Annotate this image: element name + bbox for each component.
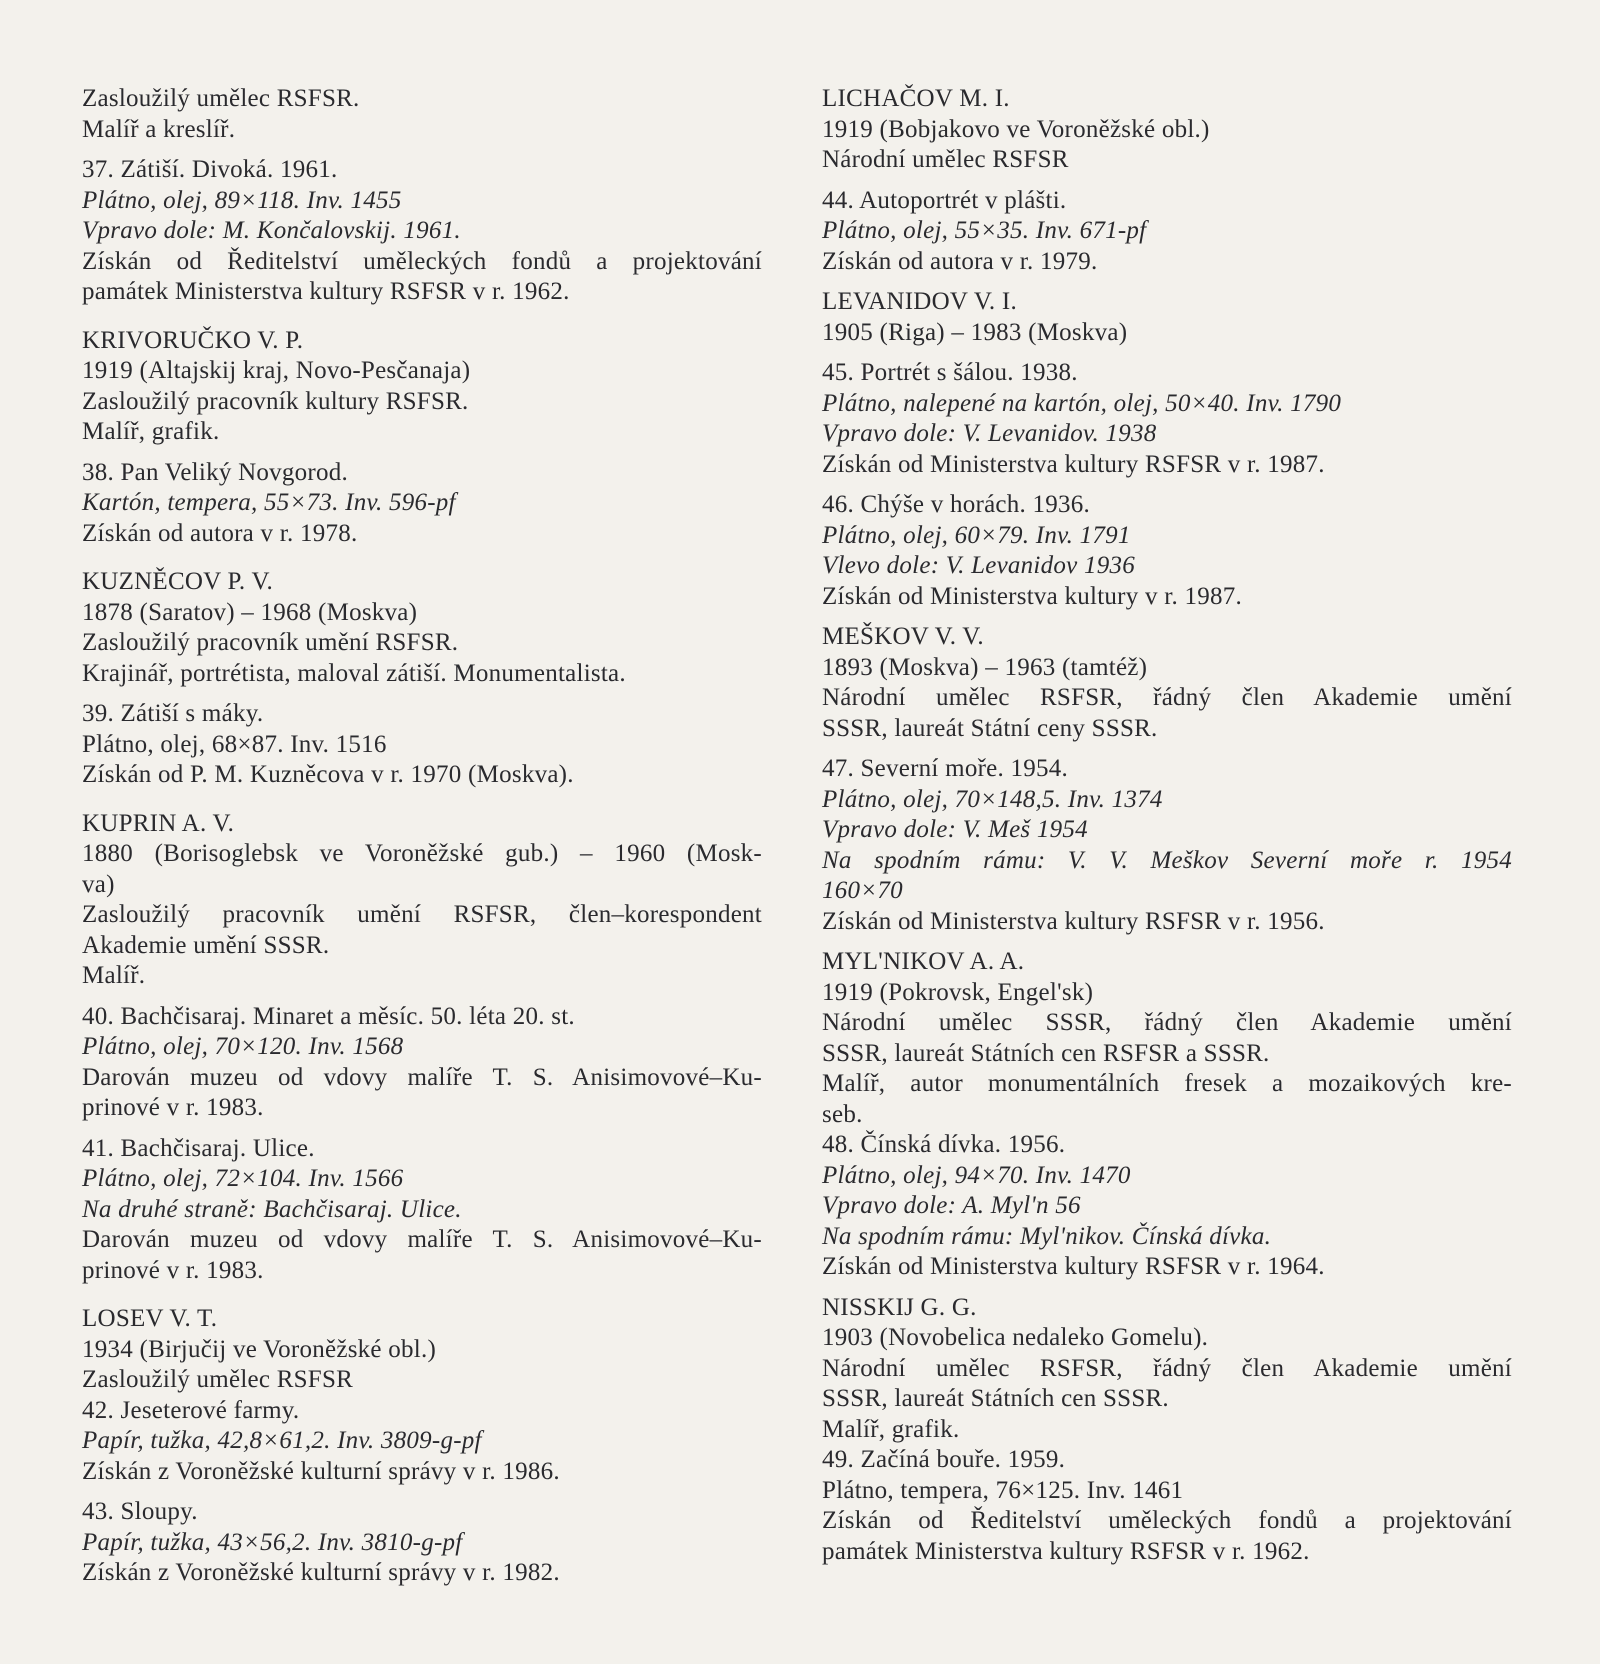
catalog-line: 38. Pan Veliký Novgorod. bbox=[82, 458, 348, 486]
catalog-line: 1919 (Bobjakovo ve Voroněžské obl.) bbox=[822, 115, 1210, 143]
catalog-line: Zasloužilý umělec RSFSR bbox=[82, 1366, 354, 1393]
catalog-line: Zasloužilý pracovník umění RSFSR, člen–korespondent bbox=[82, 901, 762, 928]
catalog-line: LEVANIDOV V. I. bbox=[822, 288, 1017, 315]
catalog-line: 1893 (Moskva) – 1963 (tamtéž) bbox=[822, 653, 1148, 681]
catalog-line: Papír, tužka, 43×56,2. Inv. 3810-g-pf bbox=[82, 1528, 463, 1556]
catalog-line: 1878 (Saratov) – 1968 (Moskva) bbox=[82, 598, 418, 626]
catalog-line: KUPRIN A. V. bbox=[82, 809, 235, 837]
catalog-line: Plátno, tempera, 76×125. Inv. 1461 bbox=[822, 1476, 1184, 1504]
catalog-line: 40. Bachčisaraj. Minaret a měsíc. 50. léta 20. st. bbox=[82, 1002, 575, 1030]
catalog-line: Na druhé straně: Bachčisaraj. Ulice. bbox=[82, 1195, 462, 1223]
catalog-line: 1934 (Birjučij ve Voroněžské obl.) bbox=[82, 1335, 437, 1363]
catalog-line: Zasloužilý pracovník kultury RSFSR. bbox=[82, 387, 469, 415]
left-column bbox=[82, 84, 762, 1589]
catalog-line: 42. Jeseterové farmy. bbox=[82, 1396, 300, 1424]
catalog-line: Akademie umění SSSR. bbox=[82, 931, 330, 959]
catalog-line: 1905 (Riga) – 1983 (Moskva) bbox=[822, 318, 1128, 346]
catalog-line: Získán od P. M. Kuzněcova v r. 1970 (Moskva). bbox=[82, 761, 574, 788]
catalog-line: Na spodním rámu: V. V. Meškov Severní moře r. 1954 bbox=[822, 846, 1512, 874]
catalog-line: Získán od Ředitelství uměleckých fondů a projektování bbox=[82, 247, 762, 275]
catalog-line: MYL'NIKOV A. A. bbox=[822, 948, 1025, 975]
catalog-line: památek Ministerstva kultury RSFSR v r. 1962. bbox=[82, 278, 570, 305]
catalog-line: Vpravo dole: A. Myl'n 56 bbox=[822, 1192, 1081, 1219]
catalog-line: Na spodním rámu: Myl'nikov. Čínská dívka. bbox=[822, 1222, 1272, 1250]
right-column bbox=[822, 84, 1512, 1567]
catalog-line: Získán od Ředitelství uměleckých fondů a projektování bbox=[822, 1507, 1512, 1534]
catalog-line: Získán od Ministerstva kultury RSFSR v r. 1987. bbox=[822, 450, 1325, 478]
catalog-line: 41. Bachčisaraj. Ulice. bbox=[82, 1134, 315, 1162]
catalog-line: 48. Čínská dívka. 1956. bbox=[822, 1131, 1066, 1158]
catalog-line: Získán od Ministerstva kultury RSFSR v r. 1964. bbox=[822, 1253, 1325, 1280]
catalog-line: 46. Chýše v horách. 1936. bbox=[822, 491, 1091, 518]
catalog-line: 43. Sloupy. bbox=[82, 1498, 198, 1525]
catalog-line: Malíř, autor monumentálních fresek a mozaikových kre- bbox=[822, 1070, 1512, 1097]
catalog-line: 1903 (Novobelica nedaleko Gomelu). bbox=[822, 1324, 1209, 1351]
catalog-line: Získán od Ministerstva kultury RSFSR v r. 1956. bbox=[822, 907, 1325, 935]
catalog-line: LOSEV V. T. bbox=[82, 1305, 218, 1332]
catalog-line: 37. Zátiší. Divoká. 1961. bbox=[82, 156, 338, 183]
catalog-line: Získán od autora v r. 1979. bbox=[822, 247, 1098, 275]
catalog-line: 49. Začíná bouře. 1959. bbox=[822, 1446, 1066, 1473]
catalog-line: Plátno, olej, 89×118. Inv. 1455 bbox=[82, 186, 402, 214]
catalog-line: 1919 (Altajskij kraj, Novo-Pesčanaja) bbox=[82, 357, 471, 384]
catalog-line: Darován muzeu od vdovy malíře T. S. Anisimovové–Ku- bbox=[82, 1226, 762, 1253]
catalog-line: seb. bbox=[822, 1100, 863, 1128]
catalog-line: 160×70 bbox=[822, 877, 903, 904]
catalog-line: prinové v r. 1983. bbox=[82, 1256, 264, 1284]
catalog-line: 47. Severní moře. 1954. bbox=[822, 755, 1068, 782]
catalog-line: Darován muzeu od vdovy malíře T. S. Anisimovové–Ku- bbox=[82, 1063, 762, 1091]
catalog-line: Malíř, grafik. bbox=[822, 1415, 960, 1443]
catalog-line: Plátno, olej, 70×120. Inv. 1568 bbox=[82, 1033, 404, 1060]
catalog-line: Národní umělec RSFSR, řádný člen Akademie umění bbox=[822, 1354, 1512, 1382]
catalog-line: Plátno, olej, 94×70. Inv. 1470 bbox=[822, 1161, 1131, 1189]
catalog-line: Národní umělec SSSR, řádný člen Akademie umění bbox=[822, 1009, 1512, 1036]
catalog-line: NISSKIJ G. G. bbox=[822, 1293, 977, 1321]
catalog-line: prinové v r. 1983. bbox=[82, 1094, 264, 1121]
catalog-line: Národní umělec RSFSR bbox=[822, 146, 1069, 173]
catalog-line: Vpravo dole: V. Levanidov. 1938 bbox=[822, 420, 1157, 447]
catalog-line: 39. Zátiší s máky. bbox=[82, 700, 264, 727]
catalog-line: Vpravo dole: M. Končalovskij. 1961. bbox=[82, 217, 461, 244]
catalog-line: Získán z Voroněžské kulturní správy v r. 1986. bbox=[82, 1457, 560, 1485]
catalog-line: Kartón, tempera, 55×73. Inv. 596-pf bbox=[82, 489, 456, 516]
catalog-line: Zasloužilý umělec RSFSR. bbox=[82, 85, 360, 112]
catalog-line: Plátno, olej, 55×35. Inv. 671-pf bbox=[822, 217, 1147, 244]
catalog-line: Národní umělec RSFSR, řádný člen Akademie umění bbox=[822, 684, 1512, 711]
catalog-line: MEŠKOV V. V. bbox=[822, 623, 984, 650]
catalog-line: va) bbox=[82, 870, 115, 898]
catalog-line: Krajinář, portrétista, maloval zátiší. Monumentalista. bbox=[82, 659, 626, 687]
catalog-line: 1919 (Pokrovsk, Engel'sk) bbox=[822, 978, 1094, 1006]
catalog-line: Plátno, nalepené na kartón, olej, 50×40. Inv. 1790 bbox=[822, 389, 1342, 417]
catalog-line: Získán od autora v r. 1978. bbox=[82, 519, 358, 547]
catalog-line: Plátno, olej, 60×79. Inv. 1791 bbox=[822, 521, 1131, 549]
catalog-line: Papír, tužka, 42,8×61,2. Inv. 3809-g-pf bbox=[82, 1427, 482, 1454]
catalog-line: KUZNĚCOV P. V. bbox=[82, 568, 274, 595]
catalog-line: Získán z Voroněžské kulturní správy v r. 1982. bbox=[82, 1559, 560, 1586]
catalog-line: 44. Autoportrét v plášti. bbox=[822, 186, 1067, 214]
catalog-line: Zasloužilý pracovník umění RSFSR. bbox=[82, 629, 459, 656]
catalog-line: Vlevo dole: V. Levanidov 1936 bbox=[822, 552, 1135, 579]
catalog-line: KRIVORUČKO V. P. bbox=[82, 326, 304, 354]
catalog-line: Malíř a kreslíř. bbox=[82, 115, 236, 143]
catalog-line: SSSR, laureát Státní ceny SSSR. bbox=[822, 714, 1158, 742]
catalog-line: Malíř, grafik. bbox=[82, 418, 220, 445]
catalog-line: Vpravo dole: V. Meš 1954 bbox=[822, 816, 1088, 843]
catalog-line: 1880 (Borisoglebsk ve Voroněžské gub.) – 1960 (Mosk- bbox=[82, 840, 762, 867]
catalog-line: LICHAČOV M. I. bbox=[822, 85, 1010, 112]
catalog-line: 45. Portrét s šálou. 1938. bbox=[822, 359, 1078, 386]
catalog-line: SSSR, laureát Státních cen SSSR. bbox=[822, 1385, 1169, 1412]
catalog-line: SSSR, laureát Státních cen RSFSR a SSSR. bbox=[822, 1039, 1270, 1067]
catalog-line: památek Ministerstva kultury RSFSR v r. 1962. bbox=[822, 1537, 1310, 1565]
catalog-line: Plátno, olej, 70×148,5. Inv. 1374 bbox=[822, 785, 1163, 813]
catalog-line: Malíř. bbox=[82, 962, 146, 989]
catalog-line: Plátno, olej, 68×87. Inv. 1516 bbox=[82, 730, 387, 758]
catalog-line: Plátno, olej, 72×104. Inv. 1566 bbox=[82, 1165, 404, 1192]
catalog-line: Získán od Ministerstva kultury v r. 1987. bbox=[822, 582, 1242, 610]
